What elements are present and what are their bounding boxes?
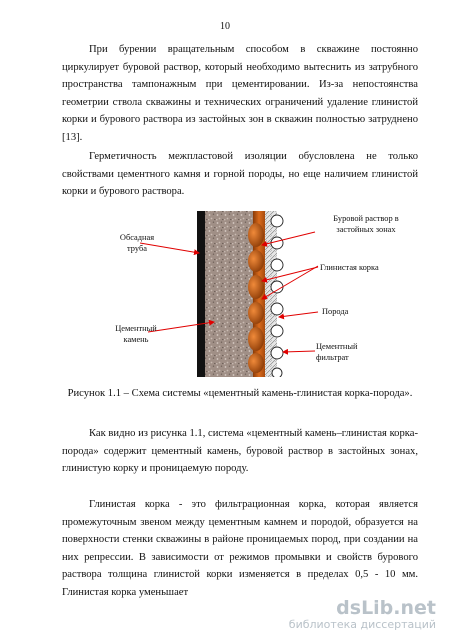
watermark-subtitle: библиотека диссертаций (288, 618, 436, 631)
label-filtrate-line1: Цементный (316, 342, 358, 351)
label-cement-line2: камень (123, 335, 149, 344)
label-casing-line1: Обсадная (119, 233, 155, 242)
label-filtrate-line2: фильтрат (316, 353, 349, 362)
paragraph-figure-description: Как видно из рисунка 1.1, система «цементный камень–глинистая корка-порода» содержит цементный камень, буровой раствор в застойных зонах, глинистую корку и проницаемую породу. (62, 428, 418, 475)
casing-layer (197, 211, 205, 377)
label-casing-line2: труба (127, 244, 147, 253)
watermark (289, 598, 436, 631)
label-rock: Порода (322, 307, 349, 316)
figure-caption: Рисунок 1.1 – Схема системы «цементный камень-глинистая корка-порода». (67, 388, 413, 399)
label-mud (316, 213, 416, 235)
paragraph-drilling: При бурении вращательным способом в скважине постоянно циркулирует буровой раствор, который необходимо вытеснить из затрубного пространства тампонажным при цементировании. Из-за непостоянства геометрии ствола скважины и технических ограничений удаление глинистой корки и бурового раствора из застойных зон в скважин полностью затруднено [13]. (62, 44, 418, 143)
label-mud-line1: Буровой раствор в (333, 214, 399, 223)
cement-layer (205, 211, 253, 377)
label-clay: Глинистая корка (320, 263, 379, 272)
label-filtrate (316, 341, 358, 363)
figure-cement-clay-rock (0, 205, 450, 377)
label-mud-line2: застойных зонах (336, 225, 396, 234)
paragraph-sealing: Герметичность межпластовой изоляции обусловлена не только свойствами цементного камня и горной породы, но еще наличием глинистой корки и бурового раствора. (62, 151, 418, 198)
watermark-logo: dsLib.net (336, 597, 436, 619)
page-number: 10 (220, 21, 230, 32)
paragraph-clay-cake: Глинистая корка - это фильтрационная корка, которая является промежуточным звеном между цементным камнем и породой, образуется на поверхности стенки скважины в районе проницаемых пород, при создании на них репрессии. В зависимости от режимов промывки и свойств бурового раствора толщина глинистой корки изменяется в пределах 0,5 - 10 мм. Глинистая корка уменьшает (62, 499, 418, 598)
label-cement (96, 323, 176, 345)
label-casing (110, 232, 164, 254)
label-cement-line1: Цементный (115, 324, 157, 333)
